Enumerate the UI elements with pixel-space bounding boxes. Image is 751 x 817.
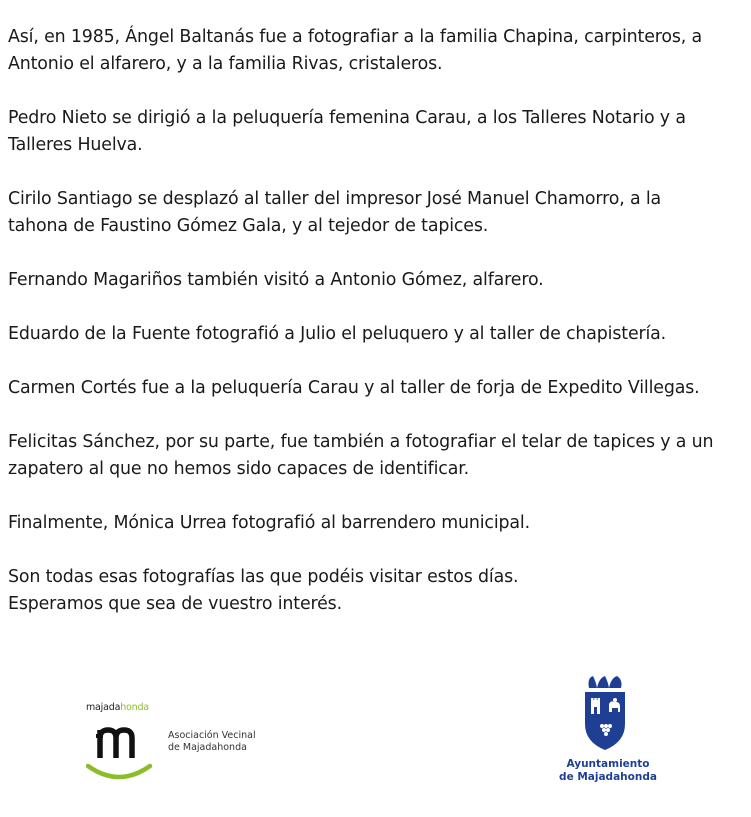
association-name-line-2: de Majadahonda — [168, 742, 247, 753]
paragraph-1 — [8, 24, 748, 78]
association-name — [168, 730, 256, 754]
city-council-name-line-2: de Majadahonda — [559, 771, 657, 783]
m-letter-smile-icon — [86, 722, 152, 784]
city-council-logo — [552, 672, 667, 792]
text-line: Felicitas Sánchez, por su parte, fue también a fotografiar el telar de tapices y a un — [8, 432, 714, 452]
text-line: Esperamos que sea de vuestro interés. — [8, 594, 342, 614]
association-brand-text — [86, 702, 149, 713]
association-logo — [86, 700, 286, 790]
city-council-name-line-1: Ayuntamiento — [566, 758, 650, 770]
text-line: Antonio el alfarero, y a la familia Rivas, cristaleros. — [8, 54, 443, 74]
text-line: Así, en 1985, Ángel Baltanás fue a fotografiar a la familia Chapina, carpinteros, a — [8, 27, 703, 47]
text-line: Cirilo Santiago se desplazó al taller del impresor José Manuel Chamorro, a la — [8, 189, 662, 209]
city-council-name — [552, 758, 664, 784]
paragraph-3 — [8, 186, 748, 240]
paragraph-4 — [8, 267, 748, 294]
paragraph-7 — [8, 429, 748, 483]
text-line: Carmen Cortés fue a la peluquería Carau y al taller de forja de Expedito Villegas. — [8, 378, 700, 398]
paragraph-8 — [8, 510, 748, 537]
coat-of-arms-icon — [583, 672, 627, 752]
text-line: Pedro Nieto se dirigió a la peluquería femenina Carau, a los Talleres Notario y a — [8, 108, 686, 128]
text-line: tahona de Faustino Gómez Gala, y al tejedor de tapices. — [8, 216, 489, 236]
paragraph-5 — [8, 321, 748, 348]
brand-part-2: honda — [120, 702, 149, 713]
paragraph-9 — [8, 564, 748, 618]
association-name-line-1: Asociación Vecinal — [168, 730, 256, 741]
paragraph-6 — [8, 375, 748, 402]
document-body — [8, 24, 748, 645]
text-line: zapatero al que no hemos sido capaces de identificar. — [8, 459, 469, 479]
text-line: Talleres Huelva. — [8, 135, 143, 155]
text-line: Son todas esas fotografías las que podéis visitar estos días. — [8, 567, 519, 587]
text-line: Eduardo de la Fuente fotografió a Julio el peluquero y al taller de chapistería. — [8, 324, 667, 344]
paragraph-2 — [8, 105, 748, 159]
text-line: Finalmente, Mónica Urrea fotografió al barrendero municipal. — [8, 513, 530, 533]
text-line: Fernando Magariños también visitó a Antonio Gómez, alfarero. — [8, 270, 544, 290]
brand-part-1: majada — [86, 702, 121, 713]
